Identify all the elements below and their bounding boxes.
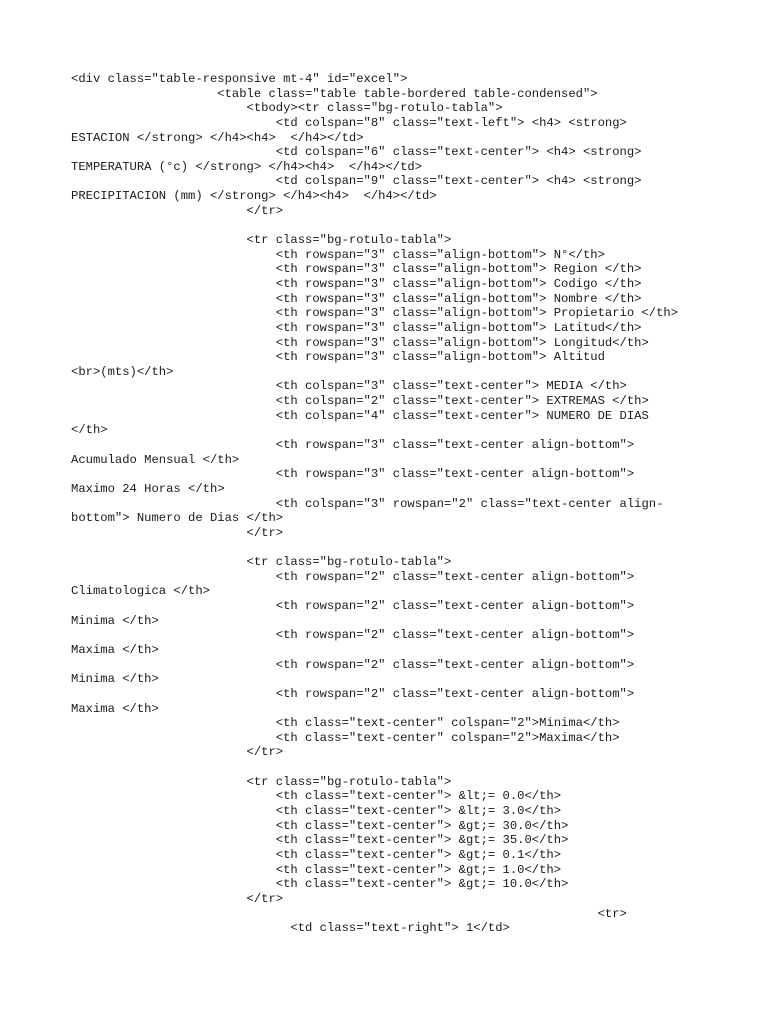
code-line: <th rowspan="2" class="text-center align-bottom"> (71, 657, 635, 672)
code-line: <td colspan="6" class="text-center"> <h4> <strong> (71, 145, 642, 160)
code-line: <th class="text-center" colspan="2">Minima</th> (71, 716, 620, 731)
code-line: <th rowspan="3" class="text-center align-bottom"> (71, 438, 635, 453)
code-line: <th rowspan="3" class="align-bottom"> Codigo </th> (71, 276, 642, 291)
code-line: <th rowspan="3" class="align-bottom"> Altitud (71, 350, 605, 365)
code-line: <th rowspan="3" class="align-bottom"> Region </th> (71, 262, 642, 277)
source-code-block (71, 72, 678, 936)
code-line: </tr> (71, 891, 284, 906)
code-line: </tr> (71, 745, 284, 760)
code-line: Maximo 24 Horas </th> (71, 481, 225, 496)
code-line: <th rowspan="2" class="text-center align-bottom"> (71, 628, 635, 643)
code-line: </tr> (71, 525, 284, 540)
code-line: Climatologica </th> (71, 584, 210, 599)
code-line: <tbody><tr class="bg-rotulo-tabla"> (71, 101, 503, 116)
code-line: <th rowspan="2" class="text-center align-bottom"> (71, 569, 635, 584)
code-line: <th colspan="3" class="text-center"> MEDIA </th> (71, 379, 627, 394)
code-line: <th rowspan="3" class="align-bottom"> Latitud</th> (71, 320, 642, 335)
code-line: <br>(mts)</th> (71, 364, 174, 379)
code-line: <th colspan="2" class="text-center"> EXTREMAS </th> (71, 394, 649, 409)
code-line: <div class="table-responsive mt-4" id="excel"> (71, 72, 408, 86)
code-line: Maxima </th> (71, 642, 159, 657)
code-line (71, 218, 678, 233)
code-line: <th rowspan="3" class="align-bottom"> N°</th> (71, 247, 605, 262)
code-line: <th class="text-center"> &lt;= 0.0</th> (71, 789, 562, 804)
code-line: <td class="text-right"> 1</td> (71, 921, 510, 936)
code-line: Minima </th> (71, 672, 159, 687)
code-line: bottom"> Numero de Dias </th> (71, 511, 284, 526)
code-line: <th class="text-center" colspan="2">Maxima</th> (71, 730, 620, 745)
code-line: <th rowspan="3" class="align-bottom"> Propietario </th> (71, 306, 679, 321)
code-line: <tr> (71, 906, 627, 921)
code-line: <th colspan="3" rowspan="2" class="text-center align- (71, 496, 664, 511)
code-line: <th colspan="4" class="text-center"> NUMERO DE DIAS (71, 408, 649, 423)
code-line: <td colspan="9" class="text-center"> <h4> <strong> (71, 174, 642, 189)
code-line: <th rowspan="2" class="text-center align-bottom"> (71, 686, 635, 701)
code-line: <th class="text-center"> &gt;= 0.1</th> (71, 847, 562, 862)
code-line (71, 760, 678, 775)
code-line: Maxima </th> (71, 701, 159, 716)
code-line: </th> (71, 423, 108, 438)
code-line (71, 541, 678, 556)
code-line: </tr> (71, 203, 284, 218)
code-line: <th rowspan="3" class="text-center align-bottom"> (71, 467, 635, 482)
code-line: <tr class="bg-rotulo-tabla"> (71, 233, 452, 248)
code-line: <tr class="bg-rotulo-tabla"> (71, 774, 452, 789)
code-line: <th class="text-center"> &gt;= 10.0</th> (71, 877, 569, 892)
code-line: <th class="text-center"> &lt;= 3.0</th> (71, 804, 562, 819)
code-line: Minima </th> (71, 613, 159, 628)
code-line: ESTACION </strong> </h4><h4> </h4></td> (71, 130, 364, 145)
code-line: <table class="table table-bordered table-condensed"> (71, 86, 598, 101)
code-line: PRECIPITACION (mm) </strong> </h4><h4> </h4></td> (71, 189, 437, 204)
code-line: <th rowspan="3" class="align-bottom"> Nombre </th> (71, 291, 642, 306)
code-line: <th rowspan="3" class="align-bottom"> Longitud</th> (71, 335, 649, 350)
code-line: <th class="text-center"> &gt;= 35.0</th> (71, 833, 569, 848)
code-line: <th class="text-center"> &gt;= 1.0</th> (71, 862, 562, 877)
code-line: <th class="text-center"> &gt;= 30.0</th> (71, 818, 569, 833)
code-line: <tr class="bg-rotulo-tabla"> (71, 555, 452, 570)
code-line: <th rowspan="2" class="text-center align-bottom"> (71, 599, 635, 614)
code-line: TEMPERATURA (°c) </strong> </h4><h4> </h4></td> (71, 159, 423, 174)
code-line: <td colspan="8" class="text-left"> <h4> <strong> (71, 115, 627, 130)
code-line: Acumulado Mensual </th> (71, 452, 240, 467)
